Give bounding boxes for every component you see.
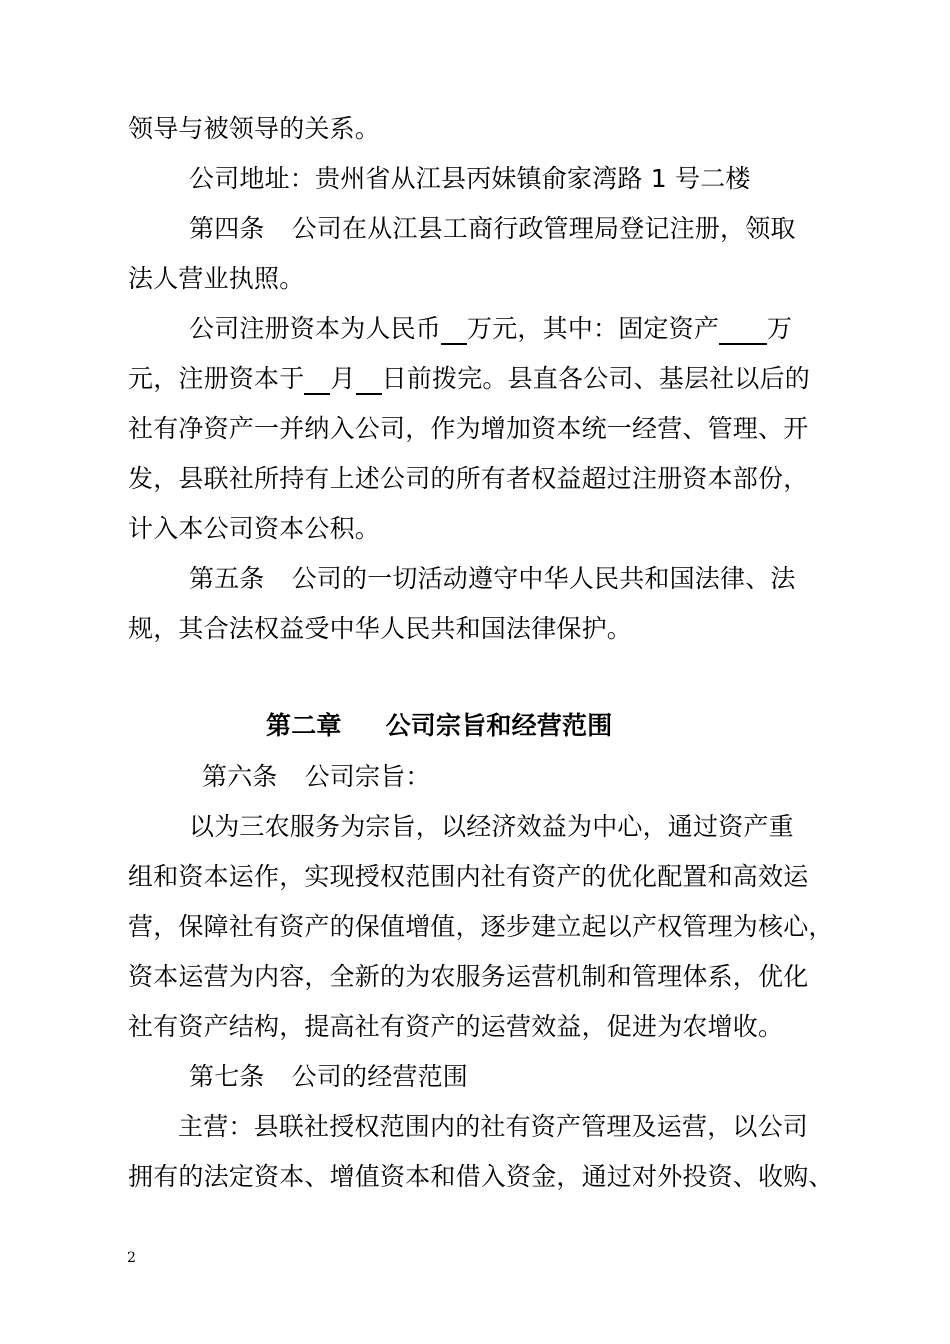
article-7-label: 第七条 (189, 1062, 265, 1091)
paragraph-line: 以为三农服务为宗旨，以经济效益为中心，通过资产重 (189, 812, 794, 841)
capital-text: 公司注册资本为人民币 (189, 314, 442, 343)
paragraph-line: 组和资本运作，实现授权范围内社有资产的优化配置和高效运 (128, 862, 809, 891)
capital-text: 月 (330, 364, 356, 393)
chapter-label: 第二章 (266, 711, 342, 740)
article-6-text: 公司宗旨： (304, 762, 431, 791)
amount-blank (441, 313, 467, 345)
paragraph-line: 社有净资产一并纳入公司，作为增加资本统一经营、管理、开 (128, 414, 809, 443)
capital-text: 万 (767, 314, 793, 343)
capital-text: 万元，其中：固定资产 (467, 314, 720, 343)
paragraph-line: 领导与被领导的关系。 (128, 114, 381, 143)
paragraph-line: 资本运营为内容，全新的为农服务运营机制和管理体系，优化 (128, 962, 809, 991)
article-7-line (189, 1061, 468, 1093)
paragraph-line: 拥有的法定资本、增值资本和借入资金，通过对外投资、收购、 (128, 1162, 834, 1191)
chapter-title: 公司宗旨和经营范围 (385, 711, 613, 740)
paragraph-line: 规，其合法权益受中华人民共和国法律保护。 (128, 614, 633, 643)
capital-text: 元，注册资本于 (128, 364, 305, 393)
day-blank (356, 363, 382, 395)
chapter-heading (266, 710, 612, 742)
article-5-line (189, 563, 796, 595)
article-4-label: 第四条 (189, 214, 265, 243)
paragraph-line: 社有资产结构，提高社有资产的运营效益，促进为农增收。 (128, 1012, 784, 1041)
article-4-line (189, 213, 796, 245)
article-6-line (202, 761, 431, 793)
paragraph-line: 发，县联社所持有上述公司的所有者权益超过注册资本部份， (128, 464, 809, 493)
fixed-asset-blank (719, 313, 767, 345)
article-7-text: 公司的经营范围 (291, 1062, 469, 1091)
article-4-text: 公司在从江县工商行政管理局登记注册，领取 (291, 214, 796, 243)
article-6-label: 第六条 (202, 762, 278, 791)
company-address: 公司地址：贵州省从江县丙妹镇俞家湾路 1 号二楼 (189, 164, 751, 193)
paragraph-line: 主营：县联社授权范围内的社有资产管理及运营，以公司 (178, 1112, 809, 1141)
page-number: 2 (127, 1250, 136, 1266)
month-blank (304, 363, 330, 395)
article-5-text: 公司的一切活动遵守中华人民共和国法律、法 (291, 564, 796, 593)
paragraph-line: 计入本公司资本公积。 (128, 514, 381, 543)
paragraph-line: 营，保障社有资产的保值增值，逐步建立起以产权管理为核心， (128, 912, 834, 941)
article-5-label: 第五条 (189, 564, 265, 593)
capital-line-2 (128, 363, 810, 395)
paragraph-line: 法人营业执照。 (128, 264, 305, 293)
capital-text: 日前拨完。县直各公司、基层社以后的 (381, 364, 811, 393)
capital-line-1 (189, 313, 792, 345)
